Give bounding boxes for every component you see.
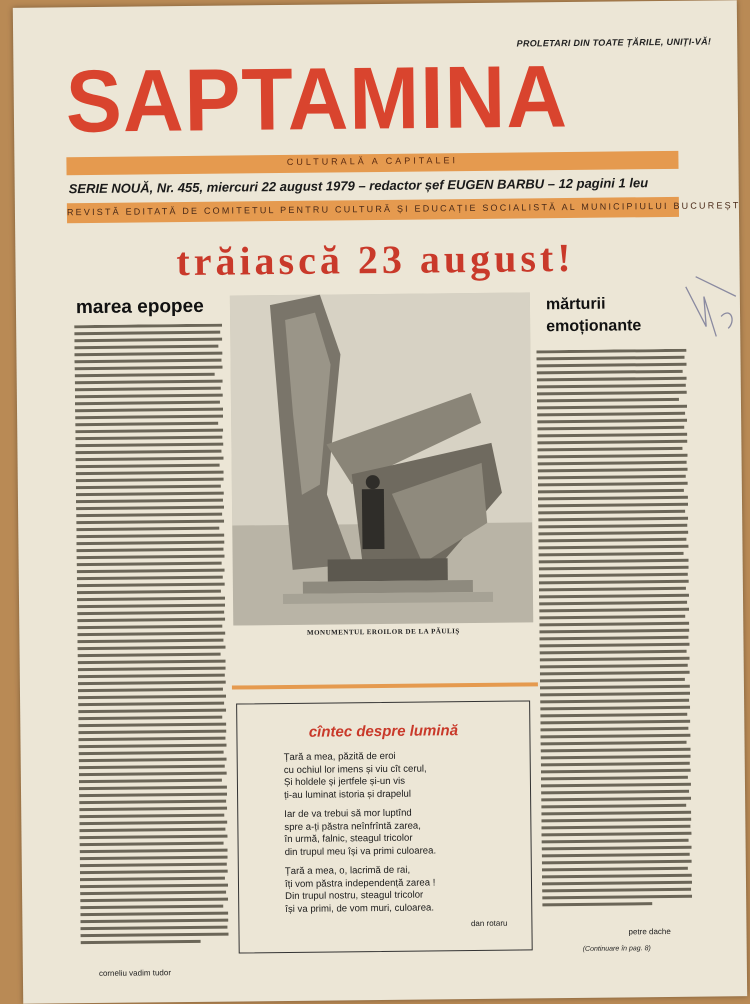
poem-line: îți vom păstra independență zarea ! — [284, 876, 436, 890]
poem-stanza — [284, 807, 525, 860]
right-article-body — [536, 349, 692, 926]
poem-stanza — [285, 864, 526, 917]
poem-line: Iar de va trebui să mor luptînd — [284, 807, 412, 821]
continued-note: (Continuare în pag. 8) — [582, 945, 651, 953]
left-article-title: marea epopee — [75, 295, 204, 319]
poem-line: din trupul meu își va primi culoarea. — [284, 844, 437, 858]
handwritten-signature — [676, 266, 747, 357]
poem-body — [284, 750, 526, 924]
poem-line: spre a-ți păstra neînfrîntă zarea, — [284, 820, 421, 833]
left-article-body — [74, 324, 229, 966]
poem-line: Țară a mea, păzită de eroi — [283, 750, 396, 764]
newspaper-page — [13, 0, 747, 1004]
right-article-author: petre dache — [628, 926, 671, 937]
orange-divider — [232, 682, 538, 689]
series-line: SERIE NOUĂ, Nr. 455, miercuri 22 august 1979 – redactor șef EUGEN BARBU – 12 pagini 1 leu — [68, 175, 649, 197]
main-headline: trăiască 23 august! — [176, 234, 575, 285]
poem-line: ți-au luminat istoria și drapelul — [284, 788, 412, 801]
poem-line: Țară a mea, o, lacrimă de rai, — [284, 864, 411, 878]
masthead-subtitle: CULTURALĂ A CAPITALEI — [286, 155, 459, 167]
photo-caption: MONUMENTUL EROILOR DE LA PĂULIȘ — [306, 627, 460, 637]
poem-line: în urmă, falnic, steagul tricolor — [284, 832, 413, 846]
poem-stanza — [284, 750, 525, 803]
masthead-title: SAPTAMINA — [65, 46, 569, 151]
monument-image — [230, 292, 533, 625]
poem-line: cu ochiul lor imens și viu cît cerul, — [283, 763, 427, 776]
right-article-title: mărturii emoționante — [545, 295, 642, 336]
poem-author: dan rotaru — [470, 918, 508, 929]
publisher-line: REVISTĂ EDITATĂ DE COMITETUL PENTRU CULTURĂ ȘI EDUCAȚIE SOCIALISTĂ AL MUNICIPIULUI BUCUREȘTI — [66, 200, 746, 218]
monument-photo — [230, 292, 533, 625]
left-article-author: corneliu vadim tudor — [98, 968, 172, 978]
poem-line: Din trupul nostru, steagul tricolor — [285, 889, 424, 903]
poem-line: își va primi, de vom muri, culoarea. — [285, 901, 435, 915]
poem-line: Și holdele și jertfele și-un vis — [283, 775, 406, 789]
motto: PROLETARI DIN TOATE ȚĂRILE, UNIȚI-VĂ! — [516, 36, 712, 49]
article-text-lines — [536, 349, 692, 926]
subtitle-bar — [66, 151, 678, 175]
poem-title: cîntec despre lumină — [308, 722, 459, 741]
article-text-lines — [74, 324, 229, 966]
publisher-bar — [66, 197, 746, 223]
poem-box — [236, 700, 533, 953]
